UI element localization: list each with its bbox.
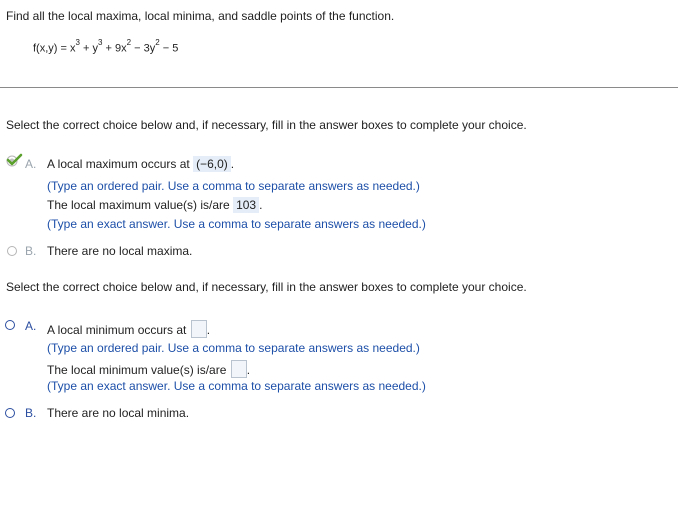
option-a-max-line1: A local maximum occurs at (−6,0) . xyxy=(47,157,235,171)
correct-check-icon xyxy=(5,153,23,167)
divider xyxy=(0,87,678,88)
radio-option-a-min[interactable] xyxy=(5,320,15,330)
instruction-minima: Select the correct choice below and, if necessary, fill in the answer boxes to complete your choice. xyxy=(6,280,527,294)
option-b-min-letter: B. xyxy=(25,406,37,420)
instruction-maxima: Select the correct choice below and, if necessary, fill in the answer boxes to complete your choice. xyxy=(6,118,527,132)
option-a-min-line1: A local minimum occurs at . xyxy=(47,320,210,338)
radio-option-b-max[interactable] xyxy=(7,246,17,256)
radio-option-b-min[interactable] xyxy=(5,408,15,418)
answer-input-min-value[interactable] xyxy=(231,360,247,378)
hint-ordered-pair-min: (Type an ordered pair. Use a comma to separate answers as needed.) xyxy=(47,341,420,355)
answer-input-min-point[interactable] xyxy=(191,320,207,338)
option-b-max-text: There are no local maxima. xyxy=(47,244,193,258)
hint-exact-answer-max: (Type an exact answer. Use a comma to separate answers as needed.) xyxy=(47,217,426,231)
option-a-max-line2: The local maximum value(s) is/are 103 . xyxy=(47,198,263,212)
option-a-max-letter: A. xyxy=(25,157,37,171)
option-a-min-line2: The local minimum value(s) is/are . xyxy=(47,360,250,378)
answer-box-max-point[interactable]: (−6,0) xyxy=(193,156,231,172)
option-b-max-letter: B. xyxy=(25,244,37,258)
option-a-min-letter: A. xyxy=(25,319,37,333)
hint-ordered-pair-max: (Type an ordered pair. Use a comma to separate answers as needed.) xyxy=(47,179,420,193)
answer-box-max-value[interactable]: 103 xyxy=(233,197,259,213)
hint-exact-answer-min: (Type an exact answer. Use a comma to separate answers as needed.) xyxy=(47,379,426,393)
function-expression: $f(x,y) = x^3 + y^3 + 9x^2 - 3y^2 - 5$ xyxy=(33,38,179,55)
option-b-min-text: There are no local minima. xyxy=(47,406,190,420)
question-text: Find all the local maxima, local minima, and saddle points of the function. xyxy=(6,9,395,23)
